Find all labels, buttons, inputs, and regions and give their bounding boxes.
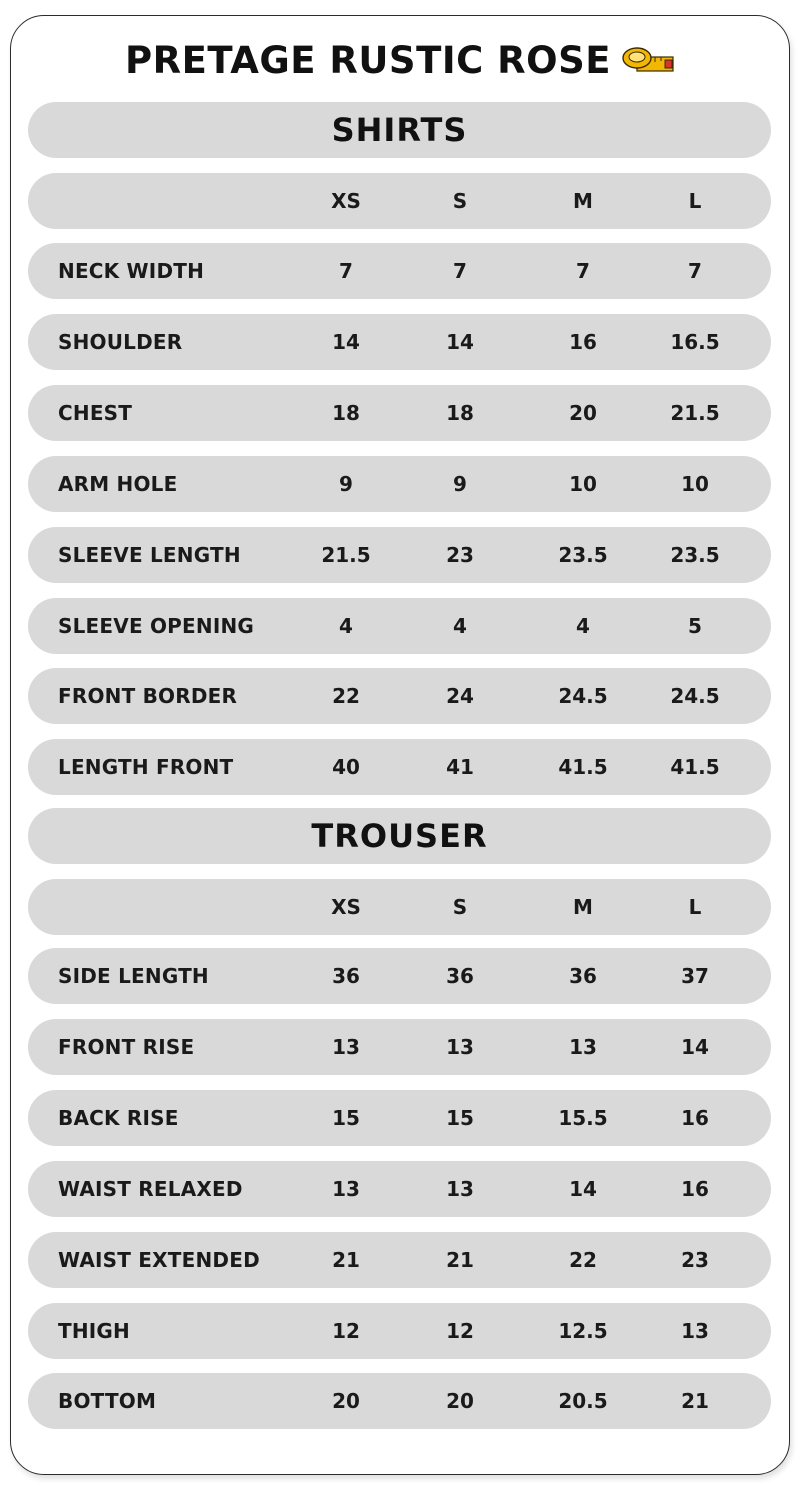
measurement-label: LENGTH FRONT — [58, 755, 234, 780]
measurement-value: 21 — [681, 1389, 709, 1414]
measurement-value: 36 — [332, 964, 360, 988]
measurement-value: 4 — [576, 613, 590, 638]
measurement-value: 7 — [688, 259, 702, 283]
size-s: S — [452, 895, 468, 919]
table-row — [28, 243, 771, 299]
measurement-value: 37 — [681, 964, 709, 988]
measurement-value: 41.5 — [558, 755, 608, 780]
measurement-label: FRONT RISE — [58, 1034, 195, 1059]
shirts-heading: SHIRTS — [28, 102, 771, 158]
measuring-tape-icon — [621, 45, 675, 75]
measurement-value: 23 — [446, 542, 474, 567]
size-l: L — [688, 895, 702, 919]
measurement-value: 21 — [446, 1247, 474, 1272]
table-row — [28, 1090, 771, 1146]
measurement-value: 16.5 — [670, 329, 720, 354]
table-row — [28, 1019, 771, 1075]
measurement-label: WAIST EXTENDED — [58, 1247, 260, 1272]
measurement-value: 15.5 — [558, 1105, 608, 1130]
chart-header — [0, 38, 800, 82]
measurement-label: SLEEVE LENGTH — [58, 542, 241, 567]
measurement-value: 24 — [446, 684, 474, 709]
measurement-value: 15 — [446, 1105, 474, 1130]
table-row — [28, 1232, 771, 1288]
trouser-heading: TROUSER — [28, 808, 771, 864]
measurement-value: 20 — [569, 400, 597, 425]
measurement-value: 4 — [339, 613, 353, 638]
measurement-value: 13 — [332, 1034, 360, 1059]
measurement-label: SLEEVE OPENING — [58, 613, 255, 638]
measurement-label: THIGH — [58, 1318, 130, 1343]
size-m: M — [573, 189, 593, 213]
shirts-size-header — [28, 173, 771, 229]
table-row — [28, 598, 771, 654]
measurement-value: 23.5 — [558, 542, 608, 567]
measurement-value: 21 — [332, 1247, 360, 1272]
table-row — [28, 739, 771, 795]
measurement-value: 13 — [569, 1034, 597, 1059]
measurement-value: 14 — [446, 329, 474, 354]
size-xs: XS — [331, 189, 361, 213]
measurement-label: WAIST RELAXED — [58, 1176, 243, 1201]
measurement-value: 13 — [332, 1176, 360, 1201]
measurement-value: 7 — [453, 259, 467, 283]
measurement-value: 15 — [332, 1105, 360, 1130]
table-row — [28, 527, 771, 583]
measurement-label: CHEST — [58, 400, 133, 425]
table-row — [28, 948, 771, 1004]
size-xs: XS — [331, 895, 361, 919]
measurement-value: 12 — [446, 1318, 474, 1343]
table-row — [28, 456, 771, 512]
measurement-label: NECK WIDTH — [58, 259, 205, 283]
measurement-value: 9 — [339, 471, 353, 496]
measurement-value: 16 — [681, 1105, 709, 1130]
measurement-label: FRONT BORDER — [58, 684, 238, 709]
chart-title: PRETAGE RUSTIC ROSE — [124, 38, 611, 82]
measurement-value: 12 — [332, 1318, 360, 1343]
table-row — [28, 668, 771, 724]
measurement-value: 14 — [681, 1034, 709, 1059]
measurement-value: 10 — [569, 471, 597, 496]
measurement-value: 7 — [339, 259, 353, 283]
measurement-value: 41 — [446, 755, 474, 780]
measurement-value: 16 — [569, 329, 597, 354]
measurement-value: 18 — [446, 400, 474, 425]
measurement-value: 20.5 — [558, 1389, 608, 1414]
measurement-label: SIDE LENGTH — [58, 964, 209, 988]
measurement-value: 16 — [681, 1176, 709, 1201]
measurement-value: 14 — [569, 1176, 597, 1201]
measurement-value: 40 — [332, 755, 360, 780]
measurement-value: 22 — [569, 1247, 597, 1272]
measurement-value: 21.5 — [321, 542, 371, 567]
measurement-value: 12.5 — [558, 1318, 608, 1343]
measurement-value: 13 — [681, 1318, 709, 1343]
measurement-value: 24.5 — [670, 684, 720, 709]
measurement-value: 41.5 — [670, 755, 720, 780]
trouser-size-header — [28, 879, 771, 935]
measurement-value: 36 — [569, 964, 597, 988]
measurement-value: 5 — [688, 613, 702, 638]
measurement-value: 20 — [446, 1389, 474, 1414]
measurement-value: 9 — [453, 471, 467, 496]
measurement-value: 21.5 — [670, 400, 720, 425]
measurement-label: SHOULDER — [58, 329, 183, 354]
measurement-value: 23 — [681, 1247, 709, 1272]
measurement-value: 10 — [681, 471, 709, 496]
measurement-label: BOTTOM — [58, 1389, 157, 1414]
measurement-value: 18 — [332, 400, 360, 425]
size-m: M — [573, 895, 593, 919]
size-s: S — [452, 189, 468, 213]
measurement-label: ARM HOLE — [58, 471, 178, 496]
measurement-value: 4 — [453, 613, 467, 638]
size-l: L — [688, 189, 702, 213]
measurement-value: 13 — [446, 1176, 474, 1201]
measurement-value: 13 — [446, 1034, 474, 1059]
table-row — [28, 1373, 771, 1429]
measurement-value: 36 — [446, 964, 474, 988]
measurement-value: 22 — [332, 684, 360, 709]
table-row — [28, 385, 771, 441]
measurement-value: 14 — [332, 329, 360, 354]
measurement-label: BACK RISE — [58, 1105, 179, 1130]
table-row — [28, 314, 771, 370]
measurement-value: 7 — [576, 259, 590, 283]
table-row — [28, 1303, 771, 1359]
measurement-value: 23.5 — [670, 542, 720, 567]
measurement-value: 24.5 — [558, 684, 608, 709]
table-row — [28, 1161, 771, 1217]
measurement-value: 20 — [332, 1389, 360, 1414]
